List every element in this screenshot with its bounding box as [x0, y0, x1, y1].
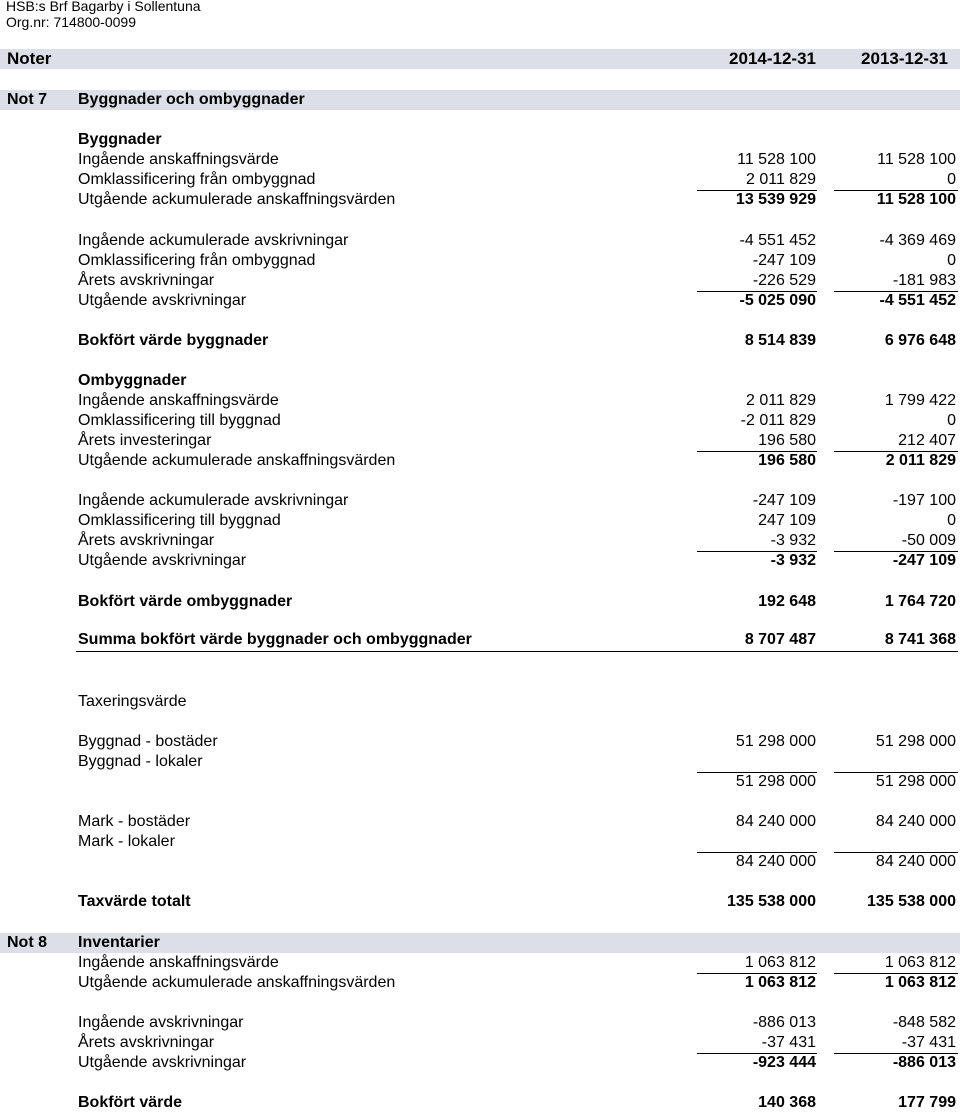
row-value-2014: -4 551 452: [739, 232, 816, 249]
row-value-2013: -37 431: [901, 1034, 956, 1051]
row-value-2014: 11 528 100: [737, 151, 816, 168]
noter-title: Noter: [7, 49, 52, 68]
row-label: Utgående avskrivningar: [78, 552, 247, 569]
row-value-2013: 212 407: [898, 432, 956, 449]
row-value-2013: 135 538 000: [867, 893, 956, 910]
row-label: Ingående anskaffningsvärde: [78, 954, 279, 971]
row-value-2013: -848 582: [892, 1014, 956, 1031]
row-value-2014: 247 109: [758, 512, 816, 529]
sum-value-2014: 8 707 487: [744, 631, 816, 648]
row-label: Byggnad - bostäder: [78, 733, 218, 750]
row-label: Utgående avskrivningar: [78, 292, 247, 309]
row-value-2014: -226 529: [752, 272, 816, 289]
row-label: Ingående anskaffningsvärde: [78, 392, 279, 409]
row-value-2013: -181 983: [892, 272, 956, 289]
row-value-2013: 11 528 100: [876, 191, 956, 208]
row-value-2014: -2 011 829: [740, 412, 816, 429]
row-value-2014: 51 298 000: [735, 733, 816, 750]
row-value-2014: 1 063 812: [744, 954, 816, 971]
row-value-2014: 84 240 000: [735, 853, 816, 870]
row-value-2014: 13 539 929: [735, 191, 816, 208]
row-label: Ingående avskrivningar: [78, 1014, 244, 1031]
row-value-2014: -923 444: [752, 1054, 816, 1071]
row-label: Bokfört värde: [78, 1094, 183, 1111]
row-label: Årets avskrivningar: [78, 272, 215, 289]
row-label: Bokfört värde byggnader: [78, 332, 269, 349]
row-value-2013: 51 298 000: [875, 733, 956, 750]
row-label: Utgående avskrivningar: [78, 1054, 247, 1071]
sum-label: Summa bokfört värde byggnader och ombyggnader: [78, 631, 472, 648]
row-value-2014: 84 240 000: [735, 813, 816, 830]
row-value-2014: 196 580: [758, 452, 816, 469]
note8-label: Not 8: [7, 934, 47, 951]
row-value-2013: 1 063 812: [884, 974, 956, 991]
row-value-2014: -3 932: [770, 532, 816, 549]
row-value-2013: -4 369 469: [879, 232, 956, 249]
row-label: Bokfört värde ombyggnader: [78, 593, 293, 610]
row-value-2014: 1 063 812: [744, 974, 816, 991]
row-label: Omklassificering från ombyggnad: [78, 171, 316, 188]
row-value-2014: -247 109: [752, 492, 816, 509]
note7-title: Byggnader och ombyggnader: [78, 91, 305, 108]
row-value-2013: 0: [947, 512, 956, 529]
row-value-2013: 84 240 000: [875, 853, 956, 870]
org-name: HSB:s Brf Bagarby i Sollentuna: [6, 0, 201, 14]
row-label: Omklassificering till byggnad: [78, 512, 281, 529]
row-label: Taxvärde totalt: [78, 893, 191, 910]
row-label: Årets avskrivningar: [78, 1034, 215, 1051]
row-label: Ingående ackumulerade avskrivningar: [78, 492, 349, 509]
row-label: Omklassificering till byggnad: [78, 412, 281, 429]
row-value-2014: -5 025 090: [739, 292, 816, 309]
row-value-2013: 0: [947, 171, 956, 188]
row-value-2013: 0: [947, 412, 956, 429]
row-value-2013: -886 013: [892, 1054, 956, 1071]
row-value-2013: 177 799: [898, 1094, 956, 1111]
row-label: Ingående ackumulerade avskrivningar: [78, 232, 349, 249]
row-value-2014: -37 431: [761, 1034, 816, 1051]
row-value-2014: 2 011 829: [746, 171, 816, 188]
row-value-2014: 196 580: [758, 432, 816, 449]
row-value-2013: 11 528 100: [877, 151, 956, 168]
row-value-2013: 2 011 829: [885, 452, 956, 469]
row-value-2014: 140 368: [758, 1094, 816, 1111]
row-value-2013: -197 100: [892, 492, 956, 509]
row-value-2013: 0: [947, 252, 956, 269]
taxering-heading: Taxeringsvärde: [78, 693, 187, 710]
row-label: Årets avskrivningar: [78, 532, 215, 549]
org-number: Org.nr: 714800-0099: [6, 14, 136, 30]
row-label: Årets investeringar: [78, 432, 212, 449]
row-label: Ingående anskaffningsvärde: [78, 151, 279, 168]
row-value-2013: 1 764 720: [884, 593, 956, 610]
row-value-2013: -247 109: [892, 552, 956, 569]
row-label: Byggnad - lokaler: [78, 753, 203, 770]
row-value-2014: 135 538 000: [727, 893, 816, 910]
year2-header: 2013-12-31: [861, 49, 948, 68]
ombyggnader-heading: Ombyggnader: [78, 372, 187, 389]
row-label: Utgående ackumulerade anskaffningsvärden: [78, 974, 396, 991]
row-value-2014: -886 013: [752, 1014, 816, 1031]
sum-underline: [76, 651, 958, 652]
note7-label: Not 7: [7, 91, 47, 108]
row-label: Omklassificering från ombyggnad: [78, 252, 316, 269]
row-value-2013: -4 551 452: [879, 292, 956, 309]
row-label: Utgående ackumulerade anskaffningsvärden: [78, 452, 396, 469]
row-value-2013: 6 976 648: [884, 332, 956, 349]
row-value-2013: 1 799 422: [884, 392, 956, 409]
row-value-2014: 8 514 839: [744, 332, 816, 349]
row-value-2014: 51 298 000: [735, 773, 816, 790]
row-value-2013: 84 240 000: [875, 813, 956, 830]
row-label: Mark - bostäder: [78, 813, 191, 830]
row-value-2013: -50 009: [901, 532, 956, 549]
byggnader-heading: Byggnader: [78, 131, 162, 148]
row-value-2014: 2 011 829: [746, 392, 816, 409]
sum-value-2013: 8 741 368: [884, 631, 956, 648]
row-label: Utgående ackumulerade anskaffningsvärden: [78, 191, 396, 208]
year1-header: 2014-12-31: [729, 49, 816, 68]
row-value-2014: -247 109: [752, 252, 816, 269]
row-label: Mark - lokaler: [78, 833, 175, 850]
row-value-2014: -3 932: [770, 552, 816, 569]
row-value-2013: 51 298 000: [875, 773, 956, 790]
row-value-2014: 192 648: [758, 593, 816, 610]
row-value-2013: 1 063 812: [884, 954, 956, 971]
note8-title: Inventarier: [78, 934, 160, 951]
